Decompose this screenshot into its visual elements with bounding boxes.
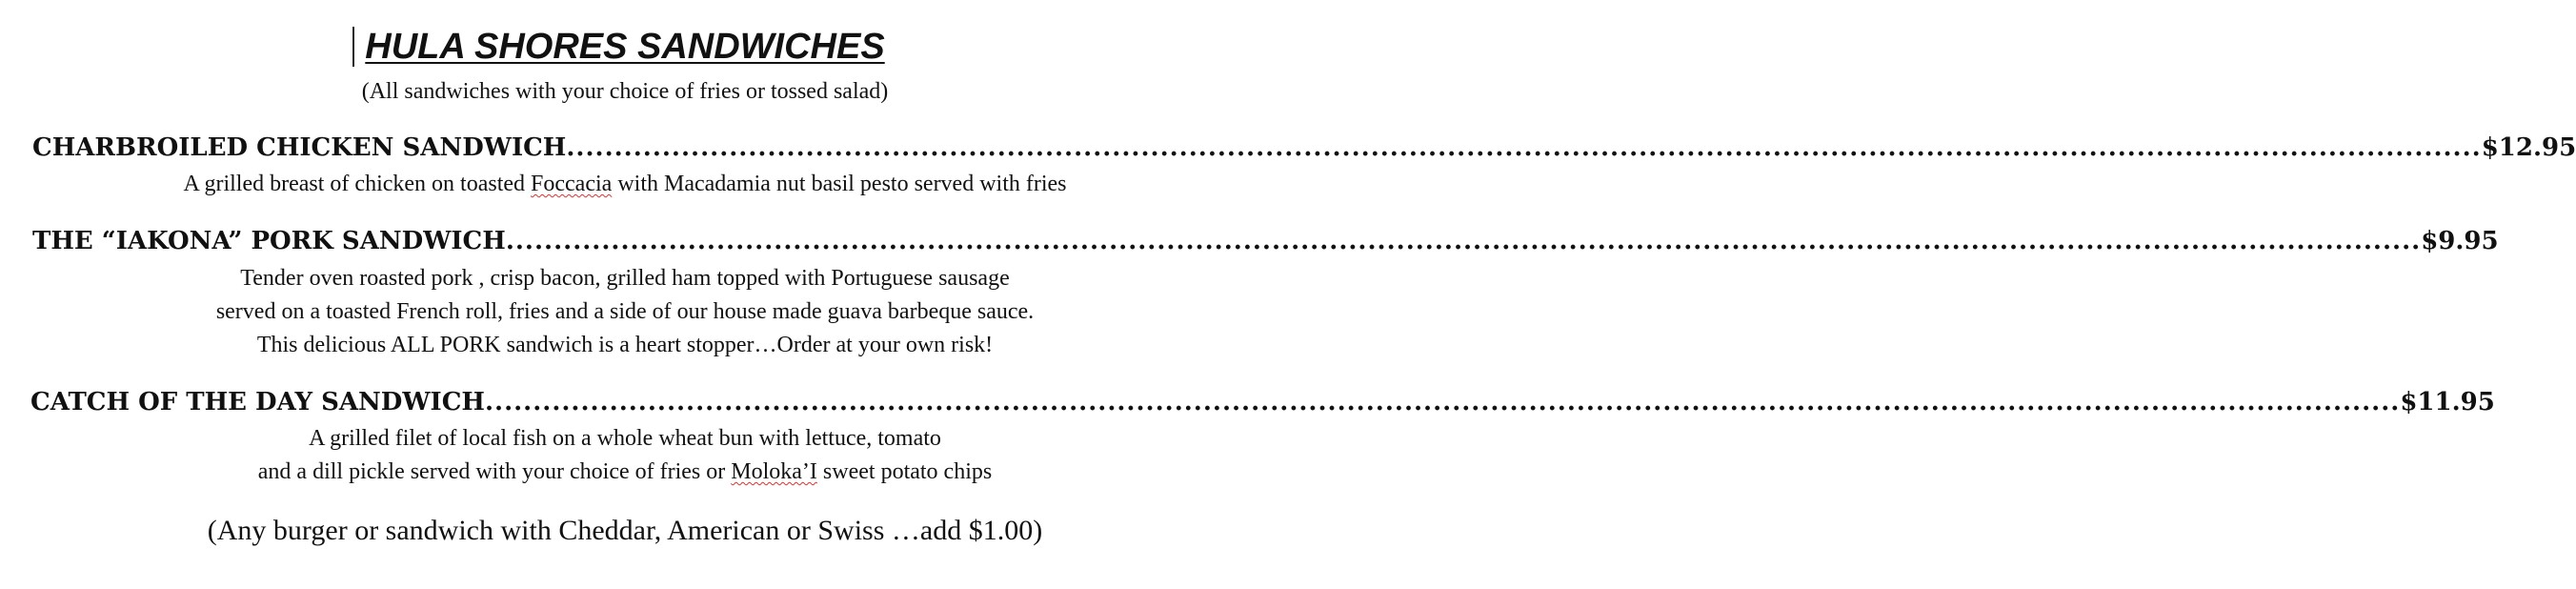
dot-leader: ........................................................................................................................................................................................................ — [566, 133, 2482, 162]
menu-item-header — [32, 226, 2499, 256]
description-text: A grilled breast of chicken on toasted — [183, 172, 532, 196]
menu-item-name: CHARBROILED CHICKEN SANDWICH — [32, 133, 567, 162]
description-line: Tender oven roasted pork , crisp bacon, grilled ham topped with Portuguese sausage — [240, 266, 1010, 291]
menu-item-description — [0, 168, 1250, 201]
description-text: sweet potato chips — [816, 459, 993, 484]
menu-footer-note: (Any burger or sandwich with Cheddar, American or Swiss …add $1.00) — [207, 515, 1043, 546]
menu-item-header — [32, 132, 2576, 163]
menu-item-price: $9.95 — [2421, 227, 2499, 255]
menu-title — [0, 25, 1250, 69]
menu-item-header — [30, 387, 2495, 417]
dot-leader: ........................................................................................................................................................................................................ — [484, 388, 2401, 416]
description-line: This delicious ALL PORK sandwich is a heart stopper…Order at your own risk! — [256, 333, 994, 357]
menu-item-price: $12.95 — [2481, 133, 2576, 162]
description-text: and a dill pickle served with your choice of fries or — [257, 459, 732, 484]
menu-title-text: HULA SHORES SANDWICHES — [365, 27, 885, 67]
menu-item-description — [0, 262, 1250, 362]
description-line: served on a toasted French roll, fries and a side of our house made guava barbeque sauce. — [215, 299, 1035, 324]
dot-leader: ........................................................................................................................................................................................................ — [505, 227, 2422, 255]
menu-item-name: CATCH OF THE DAY SANDWICH — [30, 388, 485, 416]
spellcheck-flagged-word: Moloka’I — [731, 459, 817, 484]
description-text: with Macadamia nut basil pesto served with fries — [612, 172, 1067, 196]
description-line — [0, 456, 1250, 489]
spellcheck-flagged-word: Foccacia — [531, 172, 613, 196]
menu-item-name: THE “IAKONA” PORK SANDWICH — [32, 227, 506, 255]
menu-subtitle: (All sandwiches with your choice of fries or tossed salad) — [361, 79, 889, 104]
menu-item-description — [0, 422, 1250, 489]
text-cursor — [352, 27, 354, 67]
menu-item-price: $11.95 — [2400, 388, 2495, 416]
description-line: A grilled filet of local fish on a whole wheat bun with lettuce, tomato — [309, 426, 941, 451]
